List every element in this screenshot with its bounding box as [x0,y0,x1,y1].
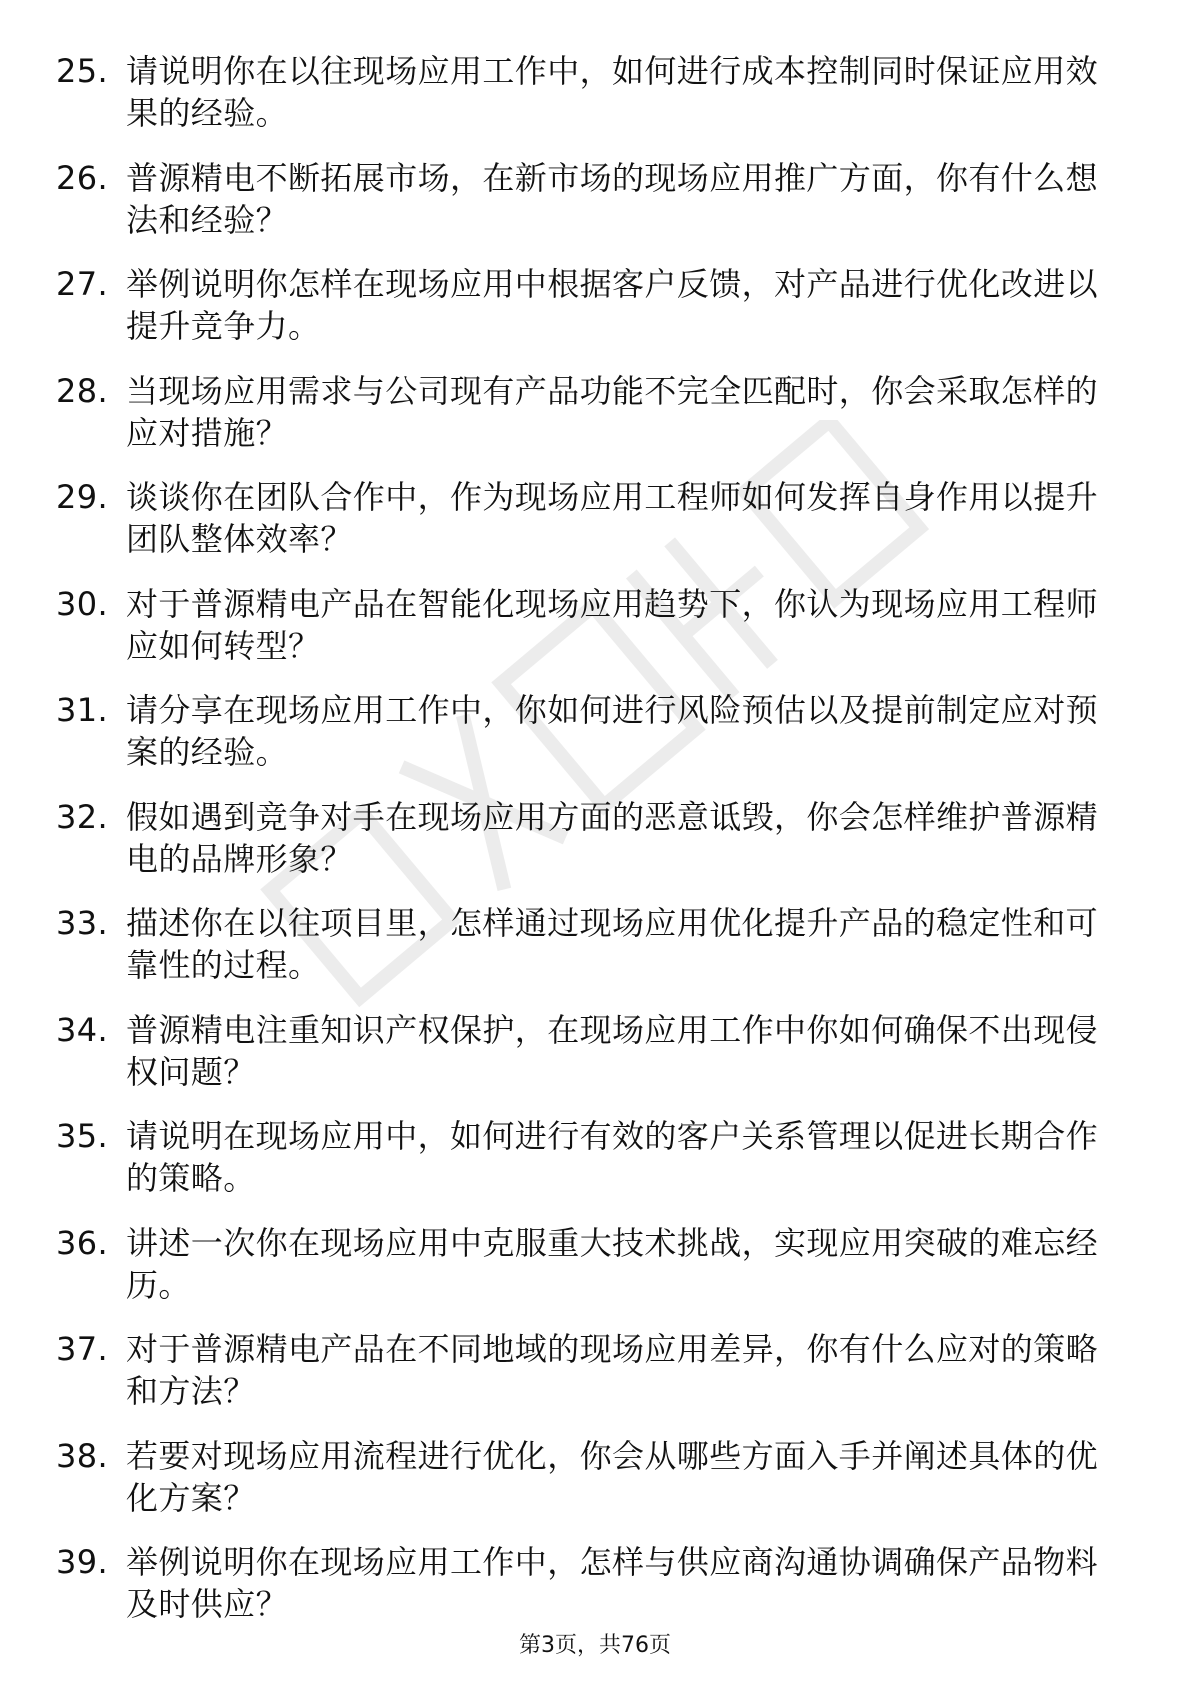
question-text: 描述你在以往项目里，怎样通过现场应用优化提升产品的稳定性和可靠性的过程。 [126,904,1099,984]
question-text: 举例说明你怎样在现场应用中根据客户反馈，对产品进行优化改进以提升竞争力。 [126,265,1099,345]
question-item [56,796,1116,880]
question-text: 若要对现场应用流程进行优化，你会从哪些方面入手并阐述具体的优化方案？ [126,1436,1099,1517]
question-item [56,476,1116,560]
question-item [56,1435,1116,1519]
question-item [56,50,1116,134]
question-number: 25. [56,52,109,90]
question-number: 36. [56,1223,109,1262]
question-number: 28. [56,371,109,410]
question-text: 对于普源精电产品在不同地域的现场应用差异，你有什么应对的策略和方法？ [126,1330,1099,1410]
question-text: 请分享在现场应用工作中，你如何进行风险预估以及提前制定应对预案的经验。 [126,691,1099,771]
question-item [56,370,1116,454]
question-number: 34. [56,1010,109,1049]
page-number-label: 第3页，共76页 [519,1633,671,1658]
question-text: 讲述一次你在现场应用中克服重大技术挑战，实现应用突破的难忘经历。 [126,1223,1099,1304]
question-item [56,1115,1116,1199]
question-text: 请说明你在以往现场应用工作中，如何进行成本控制同时保证应用效果的经验。 [126,52,1099,132]
question-text: 请说明在现场应用中，如何进行有效的客户关系管理以促进长期合作的策略。 [126,1117,1099,1197]
question-item [56,689,1116,773]
question-item [56,157,1116,241]
question-number: 32. [56,797,109,836]
question-item [56,1328,1116,1412]
question-number: 37. [56,1330,109,1368]
question-list [56,50,1116,1648]
question-number: 38. [56,1436,109,1475]
question-item [56,902,1116,986]
question-number: 33. [56,904,109,942]
question-number: 30. [56,584,109,623]
question-text: 举例说明你在现场应用工作中，怎样与供应商沟通协调确保产品物料及时供应？ [126,1543,1099,1623]
question-text: 当现场应用需求与公司现有产品功能不完全匹配时，你会采取怎样的应对措施？ [126,371,1099,452]
question-number: 26. [56,158,109,197]
question-item [56,1541,1116,1625]
page-footer [0,1628,1190,1659]
question-text: 谈谈你在团队合作中，作为现场应用工程师如何发挥自身作用以提升团队整体效率？ [126,478,1099,558]
question-item [56,1222,1116,1306]
question-text: 普源精电不断拓展市场，在新市场的现场应用推广方面，你有什么想法和经验？ [126,158,1099,239]
question-number: 31. [56,691,109,729]
question-item [56,1009,1116,1093]
question-number: 39. [56,1543,109,1581]
question-number: 27. [56,265,109,303]
question-number: 35. [56,1117,109,1155]
question-number: 29. [56,478,109,516]
question-text: 普源精电注重知识产权保护，在现场应用工作中你如何确保不出现侵权问题？ [126,1010,1099,1091]
question-text: 对于普源精电产品在智能化现场应用趋势下，你认为现场应用工程师应如何转型？ [126,584,1099,665]
question-text: 假如遇到竞争对手在现场应用方面的恶意诋毁，你会怎样维护普源精电的品牌形象？ [126,797,1099,878]
question-item [56,583,1116,667]
question-item [56,263,1116,347]
